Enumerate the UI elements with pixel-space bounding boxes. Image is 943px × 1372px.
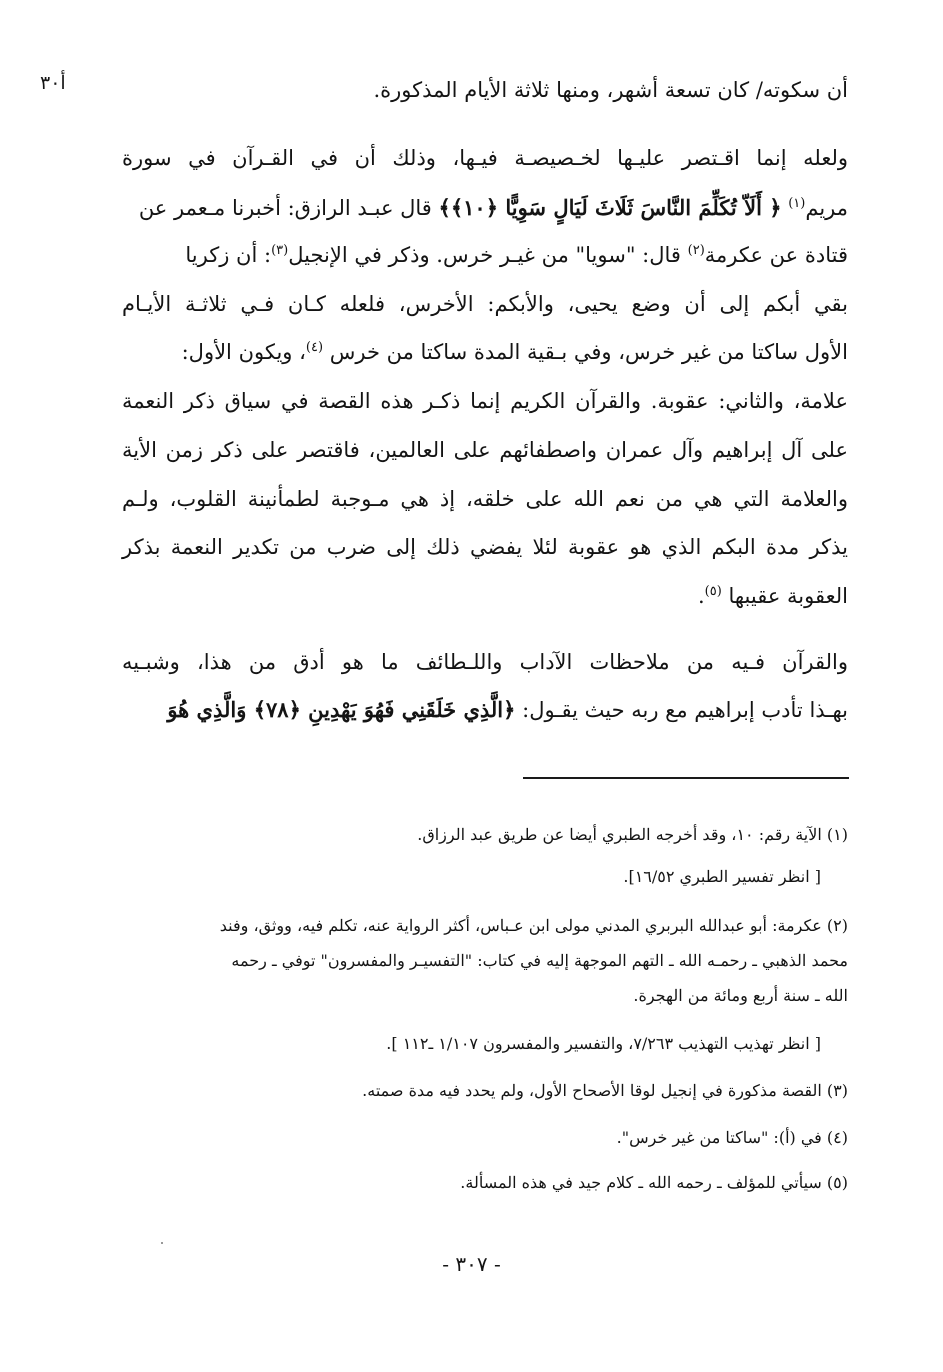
quran-quote: ﴿ أَلَاّ تُكَلِّمَ النَّاسَ ثَلَاثَ لَيَالٍ سَوِيًّا ﴿١٠﴾﴾: [438, 195, 782, 220]
text-line: على آل إبراهيم وآل عمران واصطفائهم على العالمين، فاقتصر على ذكر زمن الأية: [122, 438, 848, 462]
footnote-ref: (٥): [704, 584, 722, 599]
footnote: (٢) عكرمة: أبو عبدالله البربري المدني مولى ابن عـباس، أكثر الرواية عنه، تكلم فيه، ووثق، وفند: [219, 916, 848, 935]
text-line: والعلامة التي هي من نعم الله على خلقه، إذ هي مـوجبة لطمأنينة القلوب، ولـم: [122, 487, 848, 511]
quran-quote: ﴿الَّذِي خَلَقَنِي فَهُوَ يَهْدِينِ ﴿٧٨﴾ وَالَّذِي هُوَ: [167, 697, 516, 722]
text-run: العقوبة عقيبها: [728, 584, 848, 608]
footnote-continuation: محمد الذهبي ـ رحمـه الله ـ التهم الموجهة إليه في كتاب: "التفسيـر والمفسرون" توفي ـ رحمه: [231, 951, 848, 970]
text-run: : أن زكريا: [185, 243, 272, 267]
footnote-ref: (٢): [687, 243, 705, 258]
text-line: [698, 584, 848, 609]
footnote-ref: (١): [788, 196, 806, 211]
text-run: قال عبـد الرازق: أخبرنا مـعمر عن: [138, 196, 432, 220]
text-line: بقي أبكم إلى أن وضع يحيى، والأبكم: الأخرس، فلعله كـان فـي ثلاثـة الأيـام: [122, 292, 848, 316]
text-run: مريم: [805, 196, 848, 220]
footnote-continuation: الله ـ سنة أربع ومائة من الهجرة.: [633, 986, 848, 1005]
page-marker: أ٣٠: [40, 72, 66, 94]
footnote: (٣) القصة مذكورة في إنجيل لوقا الأصحاح الأول، ولم يحدد فيه مدة صمته.: [362, 1081, 848, 1100]
text-line: أن سكوته/ كان تسعة أشهر، ومنها ثلاثة الأيام المذكورة.: [373, 78, 848, 102]
text-run: ، ويكون الأول:: [181, 340, 306, 364]
text-run: الأول ساكتا من غير خرس، وفي بـقية المدة ساكتا من خرس: [329, 340, 848, 364]
speck: [161, 1242, 163, 1244]
page-number: - ٣٠٧ -: [442, 1252, 501, 1276]
text-line: [122, 195, 848, 221]
text-line: [122, 340, 848, 365]
footnote: (١) الآية رقم: ١٠، وقد أخرجه الطبري أيضا عن طريق عبد الرزاق.: [417, 825, 848, 844]
text-run: قتادة عن عكرمة: [704, 243, 848, 267]
text-line: ولعله إنما اقـتصر عليـها لخـصيصـة فيـها، وذلك أن في القـرآن في سورة: [122, 146, 848, 170]
text-run: .: [697, 584, 705, 608]
text-run: بهـذا تأدب إبراهيم مع ربه حيث يقـول:: [522, 698, 848, 722]
text-line: يذكر مدة البكم الذي هو عقوبة لئلا يفضي ذلك إلى ضرب من تكدير النعمة بذكر: [122, 535, 848, 559]
footnote-ref: (٣): [271, 243, 289, 258]
footnote: (٥) سيأتي للمؤلف ـ رحمه الله ـ كلام جيد في هذه المسألة.: [460, 1173, 848, 1192]
text-line: [122, 243, 848, 268]
footnote-reference: [ انظر تفسير الطبري ١٦/٥٢].: [623, 867, 821, 886]
text-run: قال: "سويا" من غيـر خرس. وذكر في الإنجيل: [288, 243, 681, 267]
footnote-ref: (٤): [305, 340, 324, 355]
text-line: [122, 697, 848, 723]
text-line: والقرآن فـيه من ملاحظات الآداب واللـطائف ما هو أدق من هذا، وشبـيه: [122, 650, 848, 674]
footnote: (٤) في (أ): "ساكتا من غير خرس".: [616, 1128, 848, 1147]
footnote-separator: [523, 777, 849, 779]
footnote-reference: [ انظر تهذيب التهذيب ٧/٢٦٣، والتفسير والمفسرون ١/١٠٧ ـ١١٢ ].: [386, 1034, 821, 1053]
text-line: علامة، والثاني: عقوبة. والقرآن الكريم إنما ذكـر هذه القصة في سياق ذكر النعمة: [122, 389, 848, 413]
